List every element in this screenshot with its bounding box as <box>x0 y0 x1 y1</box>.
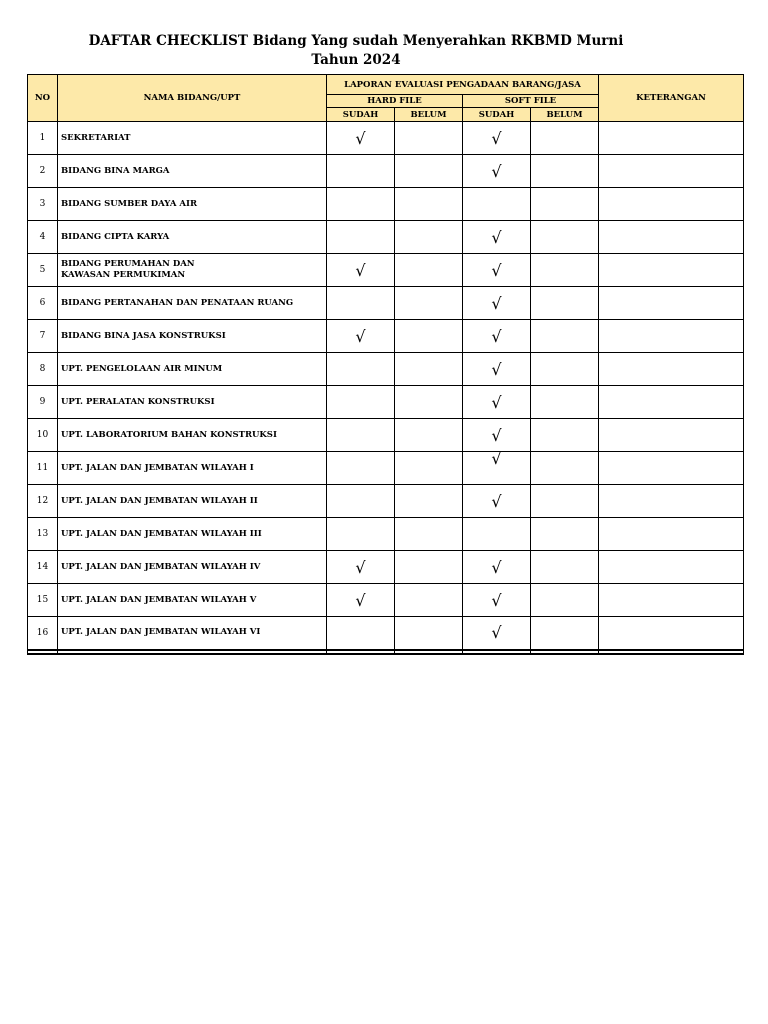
header-hard-belum: BELUM <box>395 108 463 122</box>
soft-file-sudah-cell: √ <box>463 551 531 584</box>
hard-file-belum-cell <box>395 419 463 452</box>
soft-file-belum-cell <box>531 320 599 353</box>
keterangan-cell <box>599 386 744 419</box>
soft-file-belum-cell <box>531 353 599 386</box>
hard-file-belum-cell <box>395 452 463 485</box>
row-number: 7 <box>28 320 58 353</box>
soft-file-sudah-cell: √ <box>463 584 531 617</box>
soft-file-belum-cell <box>531 221 599 254</box>
hard-file-belum-cell <box>395 353 463 386</box>
soft-file-belum-cell <box>531 518 599 551</box>
soft-file-belum-cell <box>531 452 599 485</box>
soft-file-sudah-cell: √ <box>463 287 531 320</box>
keterangan-cell <box>599 320 744 353</box>
bidang-name: BIDANG PERUMAHAN DAN <box>61 259 195 269</box>
hard-file-sudah-cell: √ <box>327 551 395 584</box>
bidang-name: BIDANG PERTANAHAN DAN PENATAAN RUANG <box>61 297 294 308</box>
soft-file-sudah-cell: √ <box>463 155 531 188</box>
keterangan-cell <box>599 551 744 584</box>
header-hard-file: HARD FILE <box>327 95 463 108</box>
keterangan-cell <box>599 518 744 551</box>
empty-cell <box>599 650 744 654</box>
row-number: 8 <box>28 353 58 386</box>
bidang-name: UPT. JALAN DAN JEMBATAN WILAYAH II <box>61 495 258 506</box>
soft-file-sudah-cell: √ <box>463 485 531 518</box>
bidang-name: SEKRETARIAT <box>61 132 131 143</box>
soft-file-sudah-cell: √ <box>463 353 531 386</box>
soft-file-sudah-cell: √ <box>463 254 531 287</box>
hard-file-belum-cell <box>395 584 463 617</box>
table-row <box>28 188 744 221</box>
row-number: 13 <box>28 518 58 551</box>
bidang-name-cell <box>58 188 327 221</box>
keterangan-cell <box>599 617 744 650</box>
soft-file-sudah-cell: √ <box>463 419 531 452</box>
hard-file-sudah-cell <box>327 518 395 551</box>
row-number: 5 <box>28 254 58 287</box>
keterangan-cell <box>599 188 744 221</box>
row-number: 9 <box>28 386 58 419</box>
keterangan-cell <box>599 287 744 320</box>
hard-file-sudah-cell <box>327 188 395 221</box>
table-row <box>28 155 744 188</box>
soft-file-belum-cell <box>531 188 599 221</box>
header-soft-file: SOFT FILE <box>463 95 599 108</box>
soft-file-belum-cell <box>531 419 599 452</box>
table-row <box>28 353 744 386</box>
hard-file-belum-cell <box>395 254 463 287</box>
table-row <box>28 122 744 155</box>
bidang-name-cell <box>58 353 327 386</box>
keterangan-cell <box>599 353 744 386</box>
row-number: 12 <box>28 485 58 518</box>
bidang-name-cell <box>58 254 327 287</box>
hard-file-belum-cell <box>395 155 463 188</box>
header-soft-sudah: SUDAH <box>463 108 531 122</box>
header-no: NO <box>28 75 58 122</box>
keterangan-cell <box>599 155 744 188</box>
soft-file-belum-cell <box>531 386 599 419</box>
header-nama-bidang: NAMA BIDANG/UPT <box>58 75 327 122</box>
bidang-name: UPT. PERALATAN KONSTRUKSI <box>61 396 215 407</box>
row-number: 3 <box>28 188 58 221</box>
hard-file-belum-cell <box>395 518 463 551</box>
bidang-name-cell <box>58 221 327 254</box>
keterangan-cell <box>599 419 744 452</box>
soft-file-sudah-cell <box>463 188 531 221</box>
table-header <box>28 75 744 122</box>
row-number: 14 <box>28 551 58 584</box>
bidang-name-cell <box>58 320 327 353</box>
bidang-name: UPT. JALAN DAN JEMBATAN WILAYAH I <box>61 462 254 473</box>
header-hard-sudah: SUDAH <box>327 108 395 122</box>
title-line-1: DAFTAR CHECKLIST Bidang Yang sudah Menyerahkan RKBMD Murni <box>88 33 624 49</box>
bidang-name-cell <box>58 452 327 485</box>
keterangan-cell <box>599 452 744 485</box>
bidang-name: BIDANG CIPTA KARYA <box>61 231 170 242</box>
hard-file-sudah-cell <box>327 419 395 452</box>
hard-file-sudah-cell <box>327 485 395 518</box>
table-row <box>28 584 744 617</box>
header-laporan-evaluasi: LAPORAN EVALUASI PENGADAAN BARANG/JASA <box>327 75 599 95</box>
bidang-name-cell <box>58 419 327 452</box>
checklist-table <box>27 74 744 655</box>
soft-file-belum-cell <box>531 122 599 155</box>
hard-file-sudah-cell <box>327 386 395 419</box>
hard-file-sudah-cell: √ <box>327 320 395 353</box>
hard-file-belum-cell <box>395 485 463 518</box>
row-number: 4 <box>28 221 58 254</box>
table-row <box>28 419 744 452</box>
table-end-row <box>28 650 744 654</box>
soft-file-belum-cell <box>531 617 599 650</box>
keterangan-cell <box>599 485 744 518</box>
hard-file-sudah-cell <box>327 452 395 485</box>
soft-file-belum-cell <box>531 155 599 188</box>
soft-file-belum-cell <box>531 584 599 617</box>
hard-file-sudah-cell: √ <box>327 254 395 287</box>
keterangan-cell <box>599 254 744 287</box>
soft-file-sudah-cell: √ <box>463 386 531 419</box>
empty-cell <box>463 650 531 654</box>
bidang-name-cell <box>58 122 327 155</box>
table-row <box>28 617 744 650</box>
bidang-name-cell <box>58 584 327 617</box>
bidang-name: UPT. JALAN DAN JEMBATAN WILAYAH V <box>61 594 257 605</box>
header-soft-belum: BELUM <box>531 108 599 122</box>
soft-file-sudah-cell <box>463 518 531 551</box>
document-title <box>0 32 712 70</box>
table-row <box>28 485 744 518</box>
soft-file-belum-cell <box>531 551 599 584</box>
table-row <box>28 386 744 419</box>
hard-file-belum-cell <box>395 386 463 419</box>
bidang-name: BIDANG BINA MARGA <box>61 165 170 176</box>
empty-cell <box>28 650 58 654</box>
bidang-name-line-2: KAWASAN PERMUKIMAN <box>61 270 186 280</box>
bidang-name: BIDANG BINA JASA KONSTRUKSI <box>61 330 226 341</box>
table-row <box>28 320 744 353</box>
row-number: 1 <box>28 122 58 155</box>
hard-file-belum-cell <box>395 221 463 254</box>
bidang-name-cell <box>58 287 327 320</box>
row-number: 16 <box>28 617 58 650</box>
row-number: 10 <box>28 419 58 452</box>
hard-file-sudah-cell: √ <box>327 122 395 155</box>
bidang-name: UPT. JALAN DAN JEMBATAN WILAYAH VI <box>61 627 261 638</box>
soft-file-belum-cell <box>531 485 599 518</box>
hard-file-belum-cell <box>395 188 463 221</box>
keterangan-cell <box>599 221 744 254</box>
soft-file-sudah-cell: √ <box>463 320 531 353</box>
soft-file-sudah-cell: √ <box>463 617 531 650</box>
empty-cell <box>327 650 395 654</box>
table-row <box>28 452 744 485</box>
hard-file-sudah-cell <box>327 221 395 254</box>
empty-cell <box>58 650 327 654</box>
hard-file-sudah-cell: √ <box>327 584 395 617</box>
hard-file-sudah-cell <box>327 287 395 320</box>
row-number: 2 <box>28 155 58 188</box>
keterangan-cell <box>599 584 744 617</box>
hard-file-belum-cell <box>395 551 463 584</box>
bidang-name: UPT. LABORATORIUM BAHAN KONSTRUKSI <box>61 429 277 440</box>
hard-file-belum-cell <box>395 122 463 155</box>
row-number: 6 <box>28 287 58 320</box>
table-row <box>28 551 744 584</box>
keterangan-cell <box>599 122 744 155</box>
bidang-name-cell <box>58 155 327 188</box>
soft-file-belum-cell <box>531 287 599 320</box>
bidang-name-cell <box>58 386 327 419</box>
row-number: 15 <box>28 584 58 617</box>
bidang-name: UPT. JALAN DAN JEMBATAN WILAYAH IV <box>61 561 261 572</box>
hard-file-belum-cell <box>395 287 463 320</box>
hard-file-belum-cell <box>395 617 463 650</box>
bidang-name: UPT. JALAN DAN JEMBATAN WILAYAH III <box>61 528 262 539</box>
soft-file-sudah-cell: √ <box>463 122 531 155</box>
hard-file-belum-cell <box>395 320 463 353</box>
title-line-2: Tahun 2024 <box>311 52 401 68</box>
hard-file-sudah-cell <box>327 617 395 650</box>
bidang-name-cell <box>58 551 327 584</box>
bidang-name: UPT. PENGELOLAAN AIR MINUM <box>61 363 223 374</box>
row-number: 11 <box>28 452 58 485</box>
soft-file-sudah-cell: √ <box>463 221 531 254</box>
table-body <box>28 122 744 654</box>
table-row <box>28 254 744 287</box>
table-row <box>28 287 744 320</box>
empty-cell <box>395 650 463 654</box>
table-row <box>28 518 744 551</box>
header-keterangan: KETERANGAN <box>599 75 744 122</box>
table-row <box>28 221 744 254</box>
hard-file-sudah-cell <box>327 155 395 188</box>
bidang-name: BIDANG SUMBER DAYA AIR <box>61 198 198 209</box>
soft-file-belum-cell <box>531 254 599 287</box>
hard-file-sudah-cell <box>327 353 395 386</box>
bidang-name-cell <box>58 617 327 650</box>
bidang-name-cell <box>58 485 327 518</box>
empty-cell <box>531 650 599 654</box>
soft-file-sudah-cell: √ <box>463 452 531 485</box>
bidang-name-cell <box>58 518 327 551</box>
